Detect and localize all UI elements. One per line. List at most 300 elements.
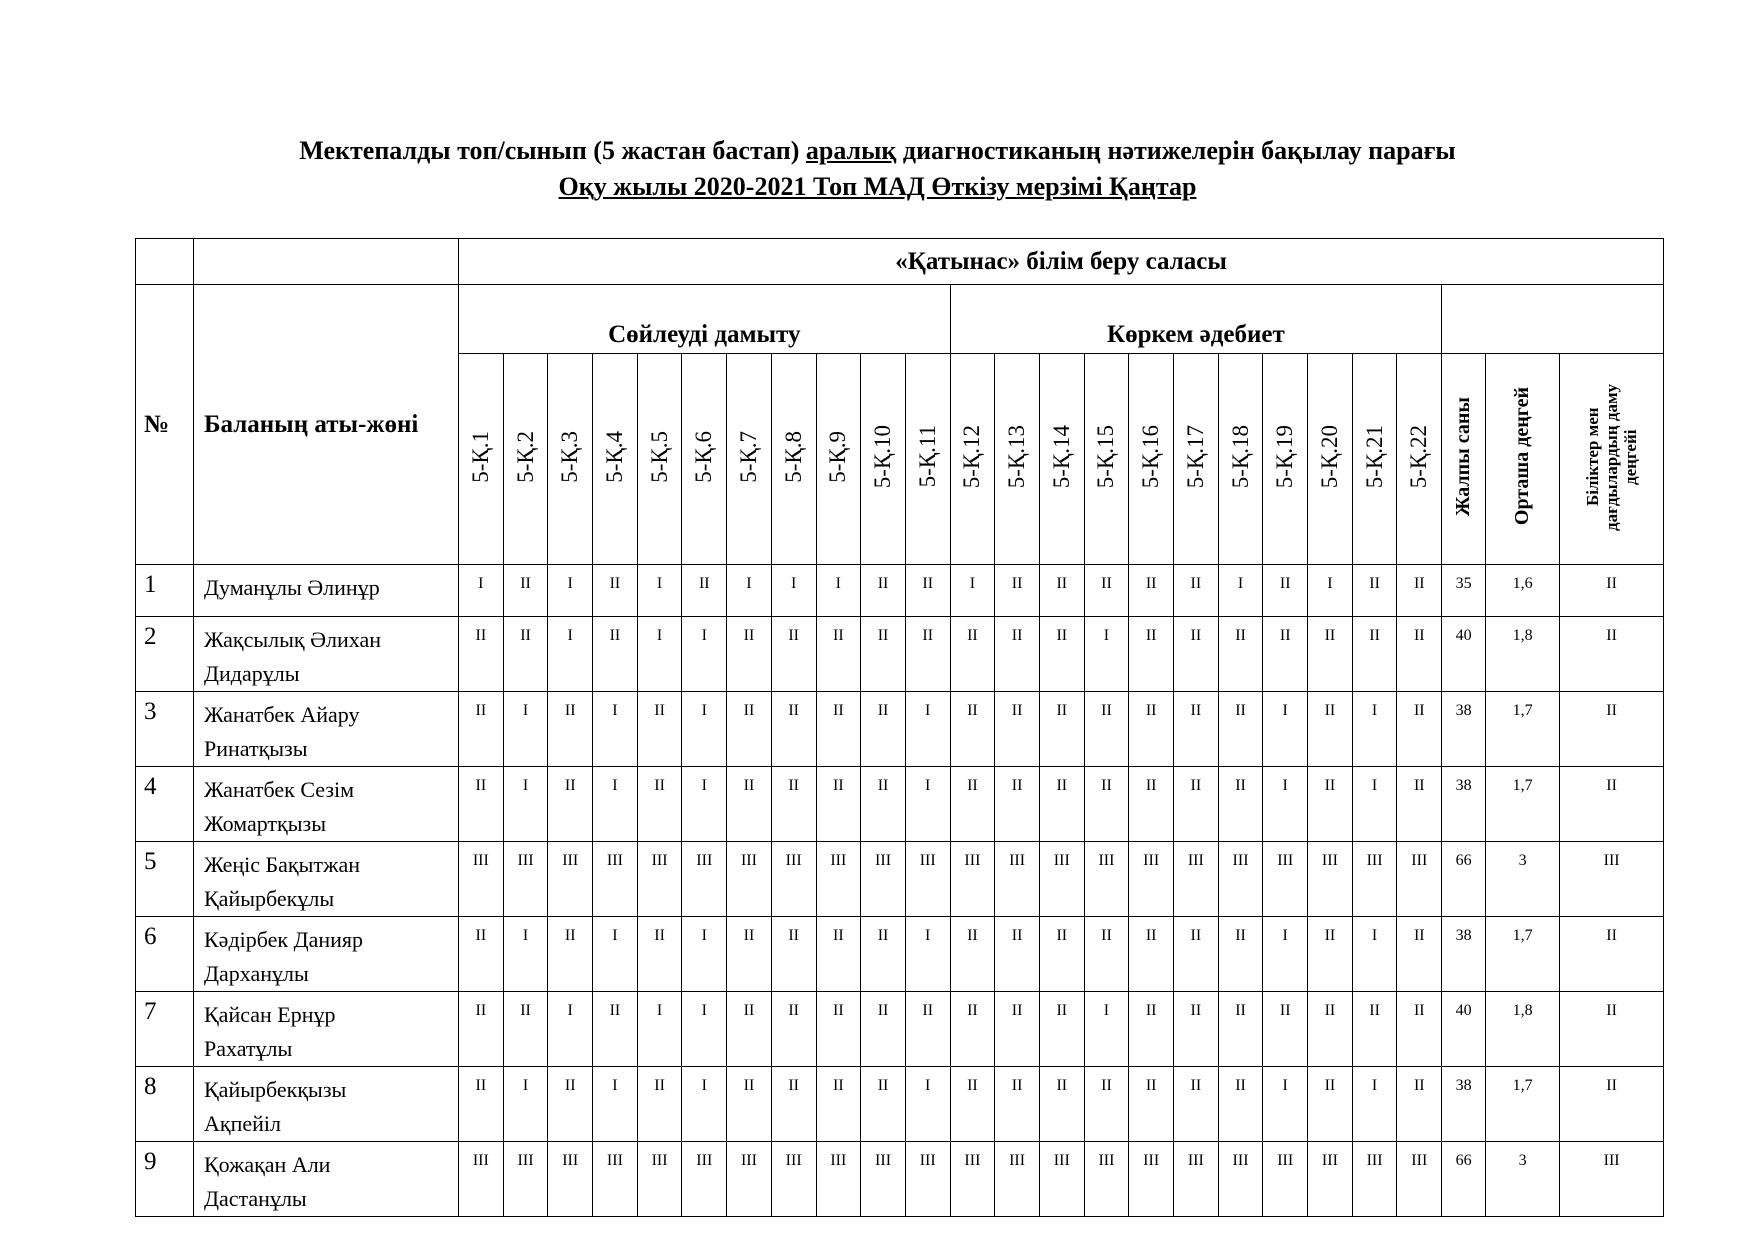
skill-header — [637, 354, 682, 565]
child-name-line: Жеңіс Бақытжан — [204, 852, 360, 877]
skill-level-cell: I — [503, 767, 548, 842]
average-cell: 1,7 — [1486, 767, 1560, 842]
subarea-speech: Сөйлеуді дамыту — [459, 285, 951, 354]
skill-header — [1397, 354, 1442, 565]
skill-level-cell: III — [950, 1142, 995, 1217]
child-name — [194, 1142, 459, 1217]
skill-header-label: 5-Қ.19 — [1272, 424, 1298, 489]
skill-level-cell: I — [1352, 767, 1397, 842]
skill-level-cell: II — [1308, 767, 1353, 842]
skill-level-cell: I — [459, 565, 504, 617]
skill-header-label: 5-Қ.1 — [467, 430, 493, 483]
skill-level-cell: II — [861, 617, 906, 692]
skill-level-cell: I — [1084, 992, 1129, 1067]
skill-level-cell: III — [1308, 1142, 1353, 1217]
skill-level-cell: II — [1263, 565, 1308, 617]
skill-level-cell: II — [995, 767, 1040, 842]
skill-level-cell: II — [682, 565, 727, 617]
average-cell: 3 — [1486, 1142, 1560, 1217]
skill-level-cell: II — [861, 692, 906, 767]
skill-header — [459, 354, 504, 565]
child-name — [194, 992, 459, 1067]
skill-level-cell: I — [637, 565, 682, 617]
skill-level-cell: II — [1084, 1067, 1129, 1142]
average-cell: 1,8 — [1486, 992, 1560, 1067]
skill-level-cell: II — [1352, 617, 1397, 692]
total-cell: 38 — [1442, 917, 1486, 992]
skill-header — [1218, 354, 1263, 565]
skill-level-cell: II — [771, 692, 816, 767]
level-cell: II — [1560, 692, 1664, 767]
skill-level-cell: II — [1174, 617, 1219, 692]
skill-level-cell: II — [727, 1067, 772, 1142]
skill-level-cell: I — [1352, 917, 1397, 992]
skill-header — [861, 354, 906, 565]
skill-header-label: 5-Қ.17 — [1182, 424, 1208, 489]
skill-level-cell: III — [1352, 842, 1397, 917]
skill-level-cell: III — [1218, 842, 1263, 917]
skill-level-cell: II — [861, 917, 906, 992]
table-row — [136, 565, 1664, 617]
level-cell: II — [1560, 1067, 1664, 1142]
skill-level-cell: II — [1397, 767, 1442, 842]
skill-level-cell: II — [1129, 692, 1174, 767]
skill-level-cell: I — [816, 565, 861, 617]
skill-level-cell: III — [1084, 1142, 1129, 1217]
level-cell: II — [1560, 617, 1664, 692]
title-part-c: диагностиканың нәтижелерін бақылау парағы — [902, 136, 1456, 165]
skill-level-cell: I — [1352, 692, 1397, 767]
skill-level-cell: II — [1129, 992, 1174, 1067]
skill-level-cell: I — [1263, 1067, 1308, 1142]
skill-level-cell: II — [727, 767, 772, 842]
average-cell: 1,6 — [1486, 565, 1560, 617]
skill-level-cell: II — [548, 1067, 593, 1142]
skill-level-cell: II — [816, 917, 861, 992]
column-header-average-label: Орташа деңгей — [1511, 387, 1534, 526]
skill-level-cell: II — [1174, 565, 1219, 617]
skill-header — [548, 354, 593, 565]
skill-level-cell: II — [861, 767, 906, 842]
skill-level-cell: III — [1174, 1142, 1219, 1217]
skill-level-cell: I — [1263, 692, 1308, 767]
header-blank-summary — [1442, 285, 1664, 354]
child-name — [194, 617, 459, 692]
level-cell: II — [1560, 767, 1664, 842]
skill-level-cell: II — [593, 992, 638, 1067]
total-cell: 38 — [1442, 1067, 1486, 1142]
skill-level-cell: II — [771, 767, 816, 842]
average-cell: 3 — [1486, 842, 1560, 917]
skill-level-cell: III — [682, 1142, 727, 1217]
skill-level-cell: II — [995, 692, 1040, 767]
skill-level-cell: III — [682, 842, 727, 917]
skill-level-cell: III — [593, 842, 638, 917]
skill-level-cell: II — [1174, 692, 1219, 767]
skill-level-cell: I — [771, 565, 816, 617]
level-cell: II — [1560, 565, 1664, 617]
skill-header-label: 5-Қ.11 — [914, 425, 940, 488]
skill-header-label: 5-Қ.7 — [735, 430, 761, 483]
child-name-line: Қайсан Ернұр — [204, 1002, 336, 1027]
skill-level-cell: II — [503, 565, 548, 617]
skill-level-cell: II — [1218, 1067, 1263, 1142]
skill-level-cell: II — [1039, 1067, 1084, 1142]
level-cell: III — [1560, 842, 1664, 917]
skill-level-cell: II — [905, 617, 950, 692]
skill-header — [1174, 354, 1219, 565]
skill-level-cell: I — [682, 1067, 727, 1142]
skill-level-cell: II — [905, 992, 950, 1067]
skill-level-cell: III — [1129, 842, 1174, 917]
skill-level-cell: III — [1263, 842, 1308, 917]
skill-level-cell: I — [905, 692, 950, 767]
skill-level-cell: III — [995, 1142, 1040, 1217]
skill-level-cell: II — [548, 917, 593, 992]
child-name — [194, 1067, 459, 1142]
table-row — [136, 767, 1664, 842]
skill-header-label: 5-Қ.21 — [1361, 424, 1387, 489]
skill-level-cell: I — [905, 767, 950, 842]
table-row — [136, 992, 1664, 1067]
skill-header-label: 5-Қ.2 — [512, 430, 538, 483]
skill-level-cell: III — [861, 842, 906, 917]
skill-level-cell: II — [1397, 1067, 1442, 1142]
row-number: 1 — [136, 565, 194, 617]
child-name-line: Жақсылық Әлихан — [204, 627, 381, 652]
skill-level-cell: I — [593, 1067, 638, 1142]
skill-level-cell: I — [682, 767, 727, 842]
skill-level-cell: II — [1263, 992, 1308, 1067]
child-name-line: Думанұлы Әлинұр — [204, 575, 380, 600]
skill-level-cell: III — [995, 842, 1040, 917]
skill-level-cell: II — [637, 1067, 682, 1142]
row-number: 9 — [136, 1142, 194, 1217]
skill-level-cell: I — [503, 1067, 548, 1142]
document-title — [0, 136, 1755, 166]
skill-level-cell: II — [1129, 1067, 1174, 1142]
table-row — [136, 617, 1664, 692]
skill-level-cell: II — [1352, 992, 1397, 1067]
skill-level-cell: III — [727, 842, 772, 917]
header-blank-num — [136, 239, 194, 285]
title-part-a: Мектепалды топ/сынып (5 жастан бастап) — [299, 136, 800, 165]
skill-level-cell: II — [1218, 992, 1263, 1067]
skill-level-cell: II — [1174, 992, 1219, 1067]
skill-level-cell: I — [1218, 565, 1263, 617]
skill-level-cell: III — [1039, 1142, 1084, 1217]
child-name-line: Ринатқызы — [204, 736, 308, 761]
skill-level-cell: II — [637, 767, 682, 842]
skill-header-label: 5-Қ.3 — [557, 430, 583, 483]
skill-level-cell: II — [1174, 917, 1219, 992]
total-cell: 35 — [1442, 565, 1486, 617]
skill-level-cell: II — [861, 565, 906, 617]
skill-header — [1263, 354, 1308, 565]
skill-level-cell: II — [727, 992, 772, 1067]
skill-header — [682, 354, 727, 565]
skill-level-cell: II — [995, 992, 1040, 1067]
skill-level-cell: III — [637, 842, 682, 917]
child-name — [194, 692, 459, 767]
skill-level-cell: II — [950, 1067, 995, 1142]
row-number: 4 — [136, 767, 194, 842]
skill-level-cell: III — [950, 842, 995, 917]
child-name-line: Жомартқызы — [204, 811, 326, 836]
skill-header-label: 5-Қ.15 — [1093, 424, 1119, 489]
skill-level-cell: I — [1084, 617, 1129, 692]
skill-level-cell: II — [1039, 917, 1084, 992]
child-name-line: Дастанұлы — [204, 1186, 307, 1211]
skill-level-cell: I — [682, 692, 727, 767]
skill-level-cell: II — [727, 917, 772, 992]
column-header-num: № — [136, 285, 194, 565]
skill-header-label: 5-Қ.16 — [1138, 424, 1164, 489]
skill-level-cell: II — [1039, 692, 1084, 767]
average-cell: 1,8 — [1486, 617, 1560, 692]
skill-level-cell: II — [905, 565, 950, 617]
skill-level-cell: III — [816, 1142, 861, 1217]
skill-level-cell: I — [637, 617, 682, 692]
skill-level-cell: II — [1397, 617, 1442, 692]
column-header-total — [1442, 354, 1486, 565]
child-name — [194, 565, 459, 617]
skill-level-cell: I — [548, 565, 593, 617]
skill-level-cell: II — [950, 767, 995, 842]
child-name-line: Қайырбекұлы — [204, 886, 335, 911]
skill-header — [727, 354, 772, 565]
skill-header-label: 5-Қ.9 — [825, 430, 851, 483]
skill-level-cell: III — [905, 842, 950, 917]
subarea-literature: Көркем әдебиет — [950, 285, 1442, 354]
skill-level-cell: II — [548, 692, 593, 767]
skill-header-label: 5-Қ.14 — [1048, 424, 1074, 489]
skill-header — [950, 354, 995, 565]
skill-level-cell: II — [816, 767, 861, 842]
skill-header — [816, 354, 861, 565]
skill-level-cell: II — [995, 917, 1040, 992]
average-cell: 1,7 — [1486, 1067, 1560, 1142]
level-cell: II — [1560, 917, 1664, 992]
skill-header — [1039, 354, 1084, 565]
row-number: 6 — [136, 917, 194, 992]
skill-level-cell: II — [503, 992, 548, 1067]
skill-header — [905, 354, 950, 565]
skill-level-cell: II — [1039, 767, 1084, 842]
diagnostics-table — [135, 238, 1664, 1217]
skill-level-cell: II — [950, 917, 995, 992]
skill-level-cell: II — [1039, 992, 1084, 1067]
skill-header-label: 5-Қ.8 — [780, 430, 806, 483]
skill-level-cell: II — [593, 617, 638, 692]
child-name-line: Рахатұлы — [204, 1036, 293, 1061]
total-cell: 40 — [1442, 992, 1486, 1067]
skill-level-cell: II — [1308, 692, 1353, 767]
skill-level-cell: II — [1308, 1067, 1353, 1142]
skill-level-cell: II — [459, 1067, 504, 1142]
skill-level-cell: II — [727, 692, 772, 767]
table-row — [136, 1142, 1664, 1217]
column-header-total-label: Жалпы саны — [1452, 396, 1475, 517]
skill-level-cell: II — [995, 565, 1040, 617]
skill-level-cell: III — [1397, 1142, 1442, 1217]
skill-level-cell: I — [905, 917, 950, 992]
skill-level-cell: III — [816, 842, 861, 917]
child-name-line: Жанатбек Сезім — [204, 777, 355, 802]
skill-level-cell: II — [1084, 692, 1129, 767]
skill-level-cell: III — [637, 1142, 682, 1217]
skill-level-cell: I — [637, 992, 682, 1067]
skill-level-cell: II — [1397, 692, 1442, 767]
skill-level-cell: II — [1129, 565, 1174, 617]
total-cell: 38 — [1442, 767, 1486, 842]
skill-header — [1352, 354, 1397, 565]
skill-level-cell: III — [861, 1142, 906, 1217]
skill-level-cell: II — [459, 992, 504, 1067]
skill-level-cell: I — [593, 917, 638, 992]
skill-level-cell: II — [1174, 1067, 1219, 1142]
skill-level-cell: II — [771, 992, 816, 1067]
level-cell: II — [1560, 992, 1664, 1067]
skill-level-cell: I — [503, 917, 548, 992]
skill-level-cell: I — [593, 692, 638, 767]
skill-level-cell: II — [771, 617, 816, 692]
skill-header-label: 5-Қ.4 — [601, 430, 627, 483]
skill-header-label: 5-Қ.20 — [1316, 424, 1342, 489]
column-header-average — [1486, 354, 1560, 565]
row-number: 7 — [136, 992, 194, 1067]
skill-level-cell: II — [1397, 565, 1442, 617]
child-name-line: Дарханұлы — [204, 961, 309, 986]
skill-level-cell: II — [950, 692, 995, 767]
total-cell: 66 — [1442, 842, 1486, 917]
total-cell: 66 — [1442, 1142, 1486, 1217]
child-name-line: Ақпейіл — [204, 1111, 281, 1136]
skill-level-cell: II — [1263, 617, 1308, 692]
skill-level-cell: II — [816, 1067, 861, 1142]
skill-level-cell: I — [1263, 917, 1308, 992]
skill-level-cell: II — [637, 917, 682, 992]
skill-level-cell: II — [1218, 617, 1263, 692]
skill-level-cell: II — [1397, 992, 1442, 1067]
skill-level-cell: II — [1084, 565, 1129, 617]
row-number: 3 — [136, 692, 194, 767]
skill-level-cell: III — [1263, 1142, 1308, 1217]
skill-level-cell: III — [593, 1142, 638, 1217]
skill-level-cell: II — [727, 617, 772, 692]
skill-level-cell: III — [503, 842, 548, 917]
skill-level-cell: III — [1039, 842, 1084, 917]
child-name-line: Жанатбек Айару — [204, 702, 360, 727]
skill-level-cell: I — [503, 692, 548, 767]
skill-level-cell: II — [1129, 617, 1174, 692]
table-row — [136, 1067, 1664, 1142]
skill-header — [1084, 354, 1129, 565]
total-cell: 40 — [1442, 617, 1486, 692]
skill-level-cell: II — [950, 992, 995, 1067]
skill-level-cell: II — [995, 617, 1040, 692]
skill-level-cell: III — [905, 1142, 950, 1217]
skill-level-cell: I — [682, 617, 727, 692]
skill-header — [1129, 354, 1174, 565]
skill-level-cell: III — [459, 842, 504, 917]
skill-level-cell: III — [771, 842, 816, 917]
child-name-line: Кәдірбек Данияр — [204, 927, 364, 952]
skill-level-cell: II — [1308, 617, 1353, 692]
skill-level-cell: II — [548, 767, 593, 842]
skill-level-cell: II — [816, 617, 861, 692]
skill-level-cell: II — [1308, 992, 1353, 1067]
skill-level-cell: III — [1352, 1142, 1397, 1217]
table-row — [136, 692, 1664, 767]
skill-level-cell: III — [459, 1142, 504, 1217]
skill-level-cell: II — [950, 617, 995, 692]
skill-header — [995, 354, 1040, 565]
skill-level-cell: II — [861, 1067, 906, 1142]
skill-header — [1308, 354, 1353, 565]
skill-level-cell: III — [503, 1142, 548, 1217]
skill-level-cell: I — [1352, 1067, 1397, 1142]
row-number: 8 — [136, 1067, 194, 1142]
skill-level-cell: I — [1308, 565, 1353, 617]
skill-level-cell: III — [1308, 842, 1353, 917]
child-name — [194, 842, 459, 917]
row-number: 5 — [136, 842, 194, 917]
skill-level-cell: II — [1174, 767, 1219, 842]
skill-level-cell: I — [593, 767, 638, 842]
skill-level-cell: II — [459, 617, 504, 692]
skill-level-cell: I — [548, 617, 593, 692]
skill-level-cell: II — [1084, 767, 1129, 842]
skill-header-label: 5-Қ.10 — [870, 424, 896, 489]
skill-level-cell: III — [548, 842, 593, 917]
child-name-line: Дидарұлы — [204, 661, 300, 686]
skill-header-label: 5-Қ.12 — [959, 424, 985, 489]
skill-level-cell: I — [1263, 767, 1308, 842]
skill-level-cell: II — [1218, 767, 1263, 842]
skill-level-cell: II — [1218, 917, 1263, 992]
skill-level-cell: III — [1084, 842, 1129, 917]
skill-level-cell: II — [1084, 917, 1129, 992]
skill-level-cell: I — [905, 1067, 950, 1142]
column-header-name: Баланың аты-жөні — [194, 285, 459, 565]
skill-level-cell: II — [995, 1067, 1040, 1142]
column-header-level — [1560, 354, 1664, 565]
skill-level-cell: II — [459, 917, 504, 992]
skill-level-cell: I — [682, 992, 727, 1067]
child-name-line: Қожақан Али — [204, 1152, 331, 1177]
skill-level-cell: II — [1129, 767, 1174, 842]
total-cell: 38 — [1442, 692, 1486, 767]
skill-level-cell: II — [1308, 917, 1353, 992]
skill-level-cell: II — [637, 692, 682, 767]
child-name — [194, 917, 459, 992]
skill-level-cell: II — [771, 917, 816, 992]
skill-header-label: 5-Қ.13 — [1004, 424, 1030, 489]
column-header-level-label: Біліктер мен дағдылардың даму деңгейі — [1583, 382, 1641, 531]
skill-header — [593, 354, 638, 565]
skill-level-cell: III — [727, 1142, 772, 1217]
child-name — [194, 767, 459, 842]
skill-header-label: 5-Қ.5 — [646, 430, 672, 483]
skill-level-cell: II — [1218, 692, 1263, 767]
title-part-b: аралық — [805, 136, 897, 165]
skill-level-cell: III — [548, 1142, 593, 1217]
skill-level-cell: II — [816, 992, 861, 1067]
skill-level-cell: III — [1397, 842, 1442, 917]
skill-level-cell: III — [1174, 842, 1219, 917]
skill-level-cell: II — [459, 767, 504, 842]
